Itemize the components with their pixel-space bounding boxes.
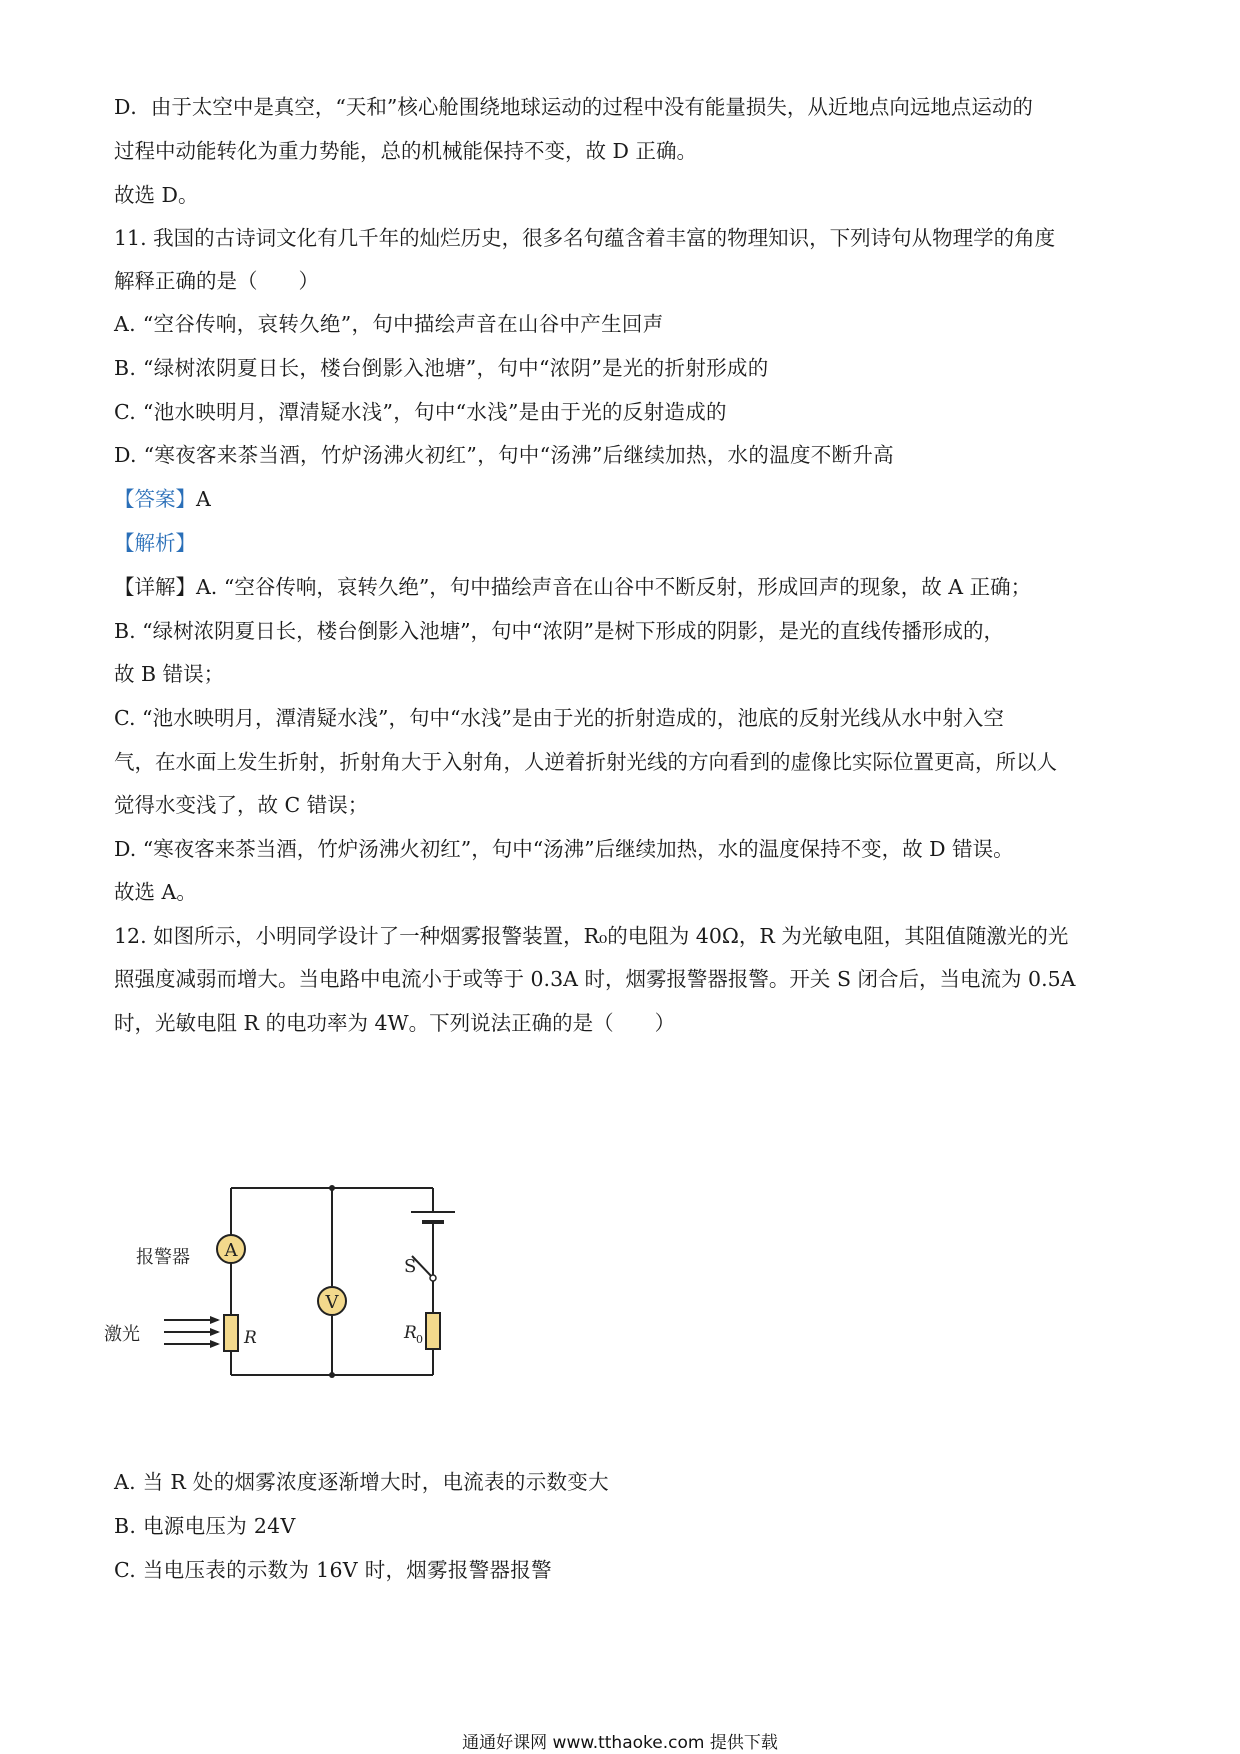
junction-dot bbox=[329, 1372, 335, 1378]
q11-answer bbox=[114, 484, 211, 514]
q12-option-a: A. 当 R 处的烟雾浓度逐渐增大时，电流表的示数变大 bbox=[114, 1470, 609, 1494]
resistor-r0 bbox=[426, 1313, 440, 1349]
q11-stem-line1: 11. 我国的古诗词文化有几千年的灿烂历史，很多名句蕴含着丰富的物理知识，下列诗句从物理学的角度 bbox=[114, 226, 1056, 250]
q12-option-b: B. 电源电压为 24V bbox=[114, 1514, 296, 1538]
photoresistor-r bbox=[224, 1315, 238, 1351]
q11-detail-line6: 觉得水变浅了，故 C 错误； bbox=[114, 793, 369, 817]
q11-option-c: C. “池水映明月，潭清疑水浅”，句中“水浅”是由于光的反射造成的 bbox=[114, 400, 727, 424]
q10-d-line1: D．由于太空中是真空，“天和”核心舱围绕地球运动的过程中没有能量损失，从近地点向远地点运动的 bbox=[114, 95, 1033, 119]
switch-label: S bbox=[404, 1256, 417, 1277]
q11-detail-line7: D. “寒夜客来茶当酒，竹炉汤沸火初红”，句中“汤沸”后继续加热，水的温度保持不变，故 D 错误。 bbox=[114, 837, 1014, 861]
smoke-alarm-circuit-diagram bbox=[100, 1170, 470, 1400]
r0-subscript: 0 bbox=[416, 1333, 423, 1346]
junction-dot bbox=[329, 1185, 335, 1191]
q11-detail-line1: 【详解】A. “空谷传响，哀转久绝”，句中描绘声音在山谷中不断反射，形成回声的现象，故 A 正确； bbox=[114, 575, 1032, 599]
q11-detail-line4: C. “池水映明月，潭清疑水浅”，句中“水浅”是由于光的折射造成的，池底的反射光线从水中射入空 bbox=[114, 706, 1004, 730]
q11-detail-line2: B. “绿树浓阴夏日长，楼台倒影入池塘”，句中“浓阴”是树下形成的阴影，是光的直线传播形成的， bbox=[114, 619, 1005, 643]
q11-option-d: D. “寒夜客来茶当酒，竹炉汤沸火初红”，句中“汤沸”后继续加热，水的温度不断升高 bbox=[114, 443, 894, 467]
ammeter-symbol: A bbox=[224, 1240, 238, 1261]
voltmeter-symbol: V bbox=[325, 1292, 339, 1313]
q12-stem-line1: 12. 如图所示，小明同学设计了一种烟雾报警装置，R₀的电阻为 40Ω，R 为光敏电阻，其阻值随激光的光 bbox=[114, 924, 1069, 948]
alarm-label: 报警器 bbox=[136, 1247, 190, 1268]
q11-detail-line5: 气，在水面上发生折射，折射角大于入射角，人逆着折射光线的方向看到的虚像比实际位置更高，所以人 bbox=[114, 750, 1057, 774]
answer-value: A bbox=[196, 487, 211, 511]
q11-option-a: A. “空谷传响，哀转久绝”，句中描绘声音在山谷中产生回声 bbox=[114, 312, 664, 336]
q12-stem-line2: 照强度减弱而增大。当电路中电流小于或等于 0.3A 时，烟雾报警器报警。开关 S 闭合后，当电流为 0.5A bbox=[114, 967, 1076, 991]
q12-option-c: C. 当电压表的示数为 16V 时，烟雾报警器报警 bbox=[114, 1558, 552, 1582]
answer-tag: 【答案】 bbox=[114, 487, 196, 511]
q11-stem-line2: 解释正确的是（ ） bbox=[114, 269, 319, 293]
switch-contact bbox=[430, 1275, 436, 1281]
q10-d-line2: 过程中动能转化为重力势能，总的机械能保持不变，故 D 正确。 bbox=[114, 139, 697, 163]
q12-stem-line3: 时，光敏电阻 R 的电功率为 4W。下列说法正确的是（ ） bbox=[114, 1011, 676, 1035]
laser-label: 激光 bbox=[104, 1324, 140, 1345]
r0-label: R bbox=[404, 1323, 417, 1343]
q11-analysis-tag: 【解析】 bbox=[114, 531, 196, 555]
q10-choose: 故选 D。 bbox=[114, 183, 199, 207]
q11-detail-line3: 故 B 错误； bbox=[114, 662, 225, 686]
r-label: R bbox=[244, 1328, 257, 1348]
q11-detail-line8: 故选 A。 bbox=[114, 880, 197, 904]
page-footer: 通通好课网 www.tthaoke.com 提供下载 bbox=[462, 1733, 778, 1753]
q11-option-b: B. “绿树浓阴夏日长，楼台倒影入池塘”，句中“浓阴”是光的折射形成的 bbox=[114, 356, 769, 380]
